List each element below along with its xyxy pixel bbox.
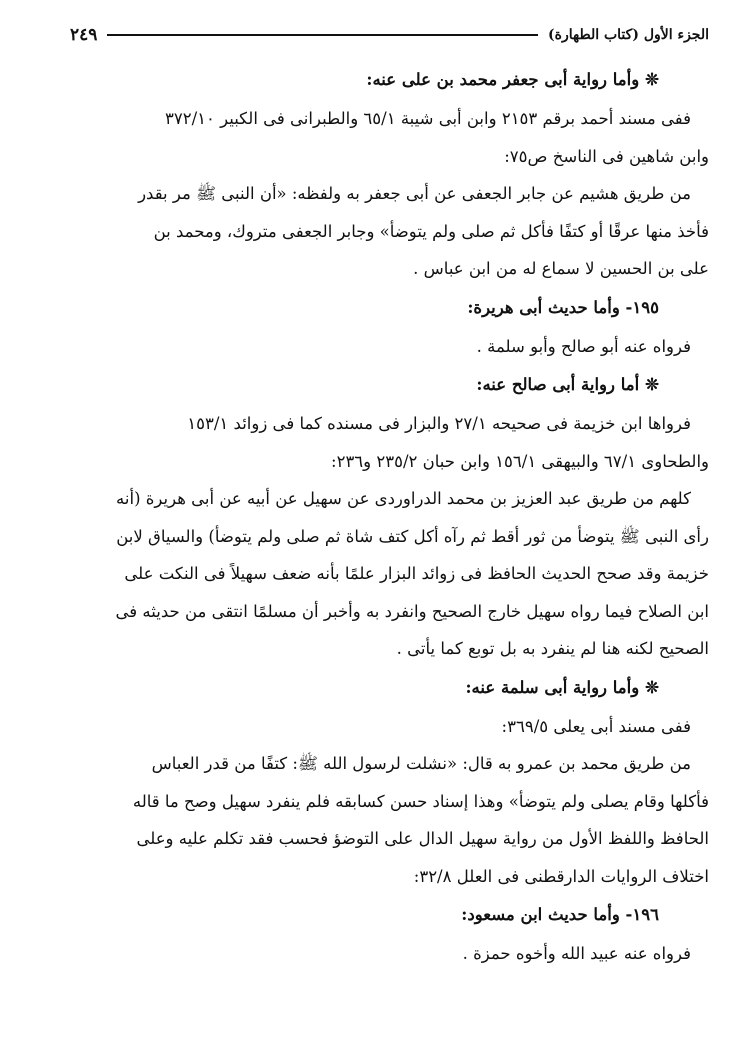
heading-text: وأما رواية أبى سلمة عنه: bbox=[465, 677, 640, 697]
heading-text: ١٩٦- وأما حديث ابن مسعود: bbox=[461, 905, 659, 924]
text-line: خزيمة وقد صحح الحديث الحافظ فى زوائد البزار علمًا بأنه ضعف سهيلاً فى النكت على bbox=[124, 564, 709, 583]
text-line: وابن شاهين فى الناسخ ص٧٥: bbox=[504, 146, 709, 166]
paragraph bbox=[70, 328, 709, 366]
text-line: فأخذ منها عرقًا أو كتفًا فأكل ثم صلى ولم يتوضأ» وجابر الجعفى متروك، ومحمد بن bbox=[153, 221, 709, 241]
paragraph bbox=[70, 100, 709, 175]
text-line: على بن الحسين لا سماع له من ابن عباس . bbox=[413, 259, 709, 278]
paragraph bbox=[70, 935, 709, 973]
text-line: من طريق هشيم عن جابر الجعفى عن أبى جعفر به ولفظه: «أن النبى ﷺ مر بقدر bbox=[138, 184, 691, 203]
star-bullet-icon: ❊ bbox=[645, 70, 659, 89]
section-heading bbox=[70, 895, 709, 935]
paragraph bbox=[70, 175, 709, 288]
paragraph bbox=[70, 708, 709, 746]
page-number: ٢٤٩ bbox=[70, 25, 98, 45]
text-line: رأى النبى ﷺ يتوضأ من ثور أقط ثم رآه أكل كتف شاة ثم صلى ولم يتوضأ) والسياق لابن bbox=[116, 526, 709, 546]
text-line: ففى مسند أحمد برقم ٢١٥٣ وابن أبى شيبة ٦٥/١ والطبرانى فى الكبير ٣٧٢/١٠ bbox=[165, 109, 691, 128]
paragraph bbox=[70, 405, 709, 480]
heading-text: ١٩٥- وأما حديث أبى هريرة: bbox=[467, 297, 659, 317]
section-heading bbox=[70, 288, 709, 328]
section-heading bbox=[70, 668, 709, 708]
page-header bbox=[70, 22, 709, 48]
star-bullet-icon: ❊ bbox=[645, 375, 659, 394]
text-line: كلهم من طريق عبد العزيز بن محمد الدراوردى عن سهيل عن أبيه عن أبى هريرة (أنه bbox=[116, 489, 691, 508]
text-line: الصحيح لكنه هنا لم ينفرد به بل توبع كما يأتى . bbox=[396, 639, 709, 658]
section-heading bbox=[70, 365, 709, 405]
text-line: ففى مسند أبى يعلى ٣٦٩/٥: bbox=[501, 716, 691, 736]
text-line: والطحاوى ٦٧/١ والبيهقى ١٥٦/١ وابن حبان ٢٣٥/٢ و٢٣٦: bbox=[331, 451, 709, 471]
heading-text: وأما رواية أبى جعفر محمد بن على عنه: bbox=[366, 70, 640, 89]
book-page bbox=[70, 22, 709, 1064]
text-line: فرواه عنه أبو صالح وأبو سلمة . bbox=[476, 336, 691, 356]
text-line: فرواه عنه عبيد الله وأخوه حمزة . bbox=[462, 944, 691, 963]
paragraph bbox=[70, 745, 709, 895]
star-bullet-icon: ❊ bbox=[645, 677, 659, 697]
heading-text: أما رواية أبى صالح عنه: bbox=[476, 375, 640, 394]
text-line: الحافظ واللفظ الأول من رواية سهيل الدال على التوضؤ فحسب فقد تكلم عليه وعلى bbox=[136, 829, 709, 848]
header-rule bbox=[107, 34, 538, 36]
page-body bbox=[70, 60, 709, 973]
text-line: ابن الصلاح فيما رواه سهيل خارج الصحيح وانفرد به وأخبر أن مسلمًا انتقى من حديثه فى bbox=[115, 601, 709, 621]
section-heading bbox=[70, 60, 709, 100]
paragraph bbox=[70, 480, 709, 668]
text-line: اختلاف الروايات الدارقطنى فى العلل ٣٢/٨: bbox=[413, 866, 709, 886]
text-line: من طريق محمد بن عمرو به قال: «نشلت لرسول الله ﷺ: كتفًا من قدر العباس bbox=[151, 754, 691, 773]
text-line: فرواها ابن خزيمة فى صحيحه ٢٧/١ والبزار فى مسنده كما فى زوائد ١٥٣/١ bbox=[187, 414, 691, 433]
text-line: فأكلها وقام يصلى ولم يتوضأ» وهذا إسناد حسن كسابقه فلم ينفرد سهيل وصح ما قاله bbox=[132, 791, 709, 811]
running-title: الجزء الأول (كتاب الطهارة) bbox=[548, 27, 709, 43]
